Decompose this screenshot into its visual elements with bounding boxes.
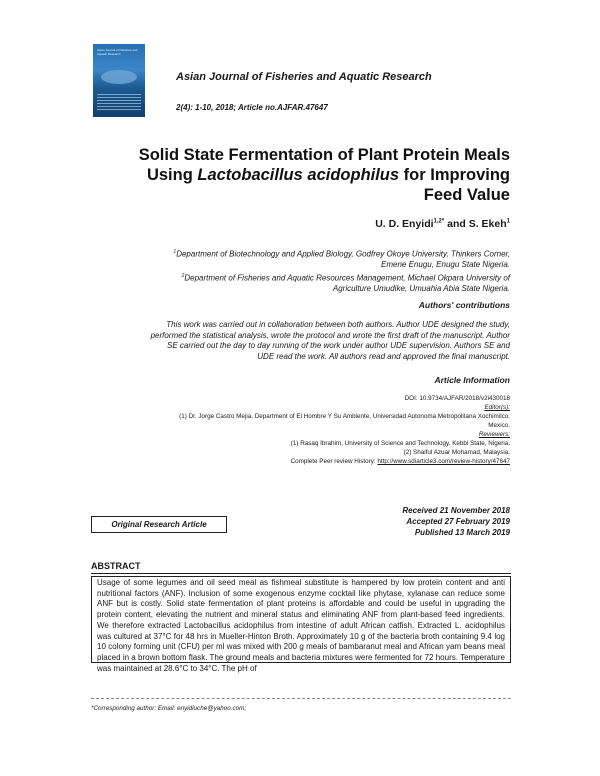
species-name: Lactobacillus acidophilus — [197, 166, 400, 184]
publication-dates — [300, 505, 510, 538]
affiliation-marker: 2 — [181, 272, 185, 279]
abstract-text: Usage of some legumes and oil seed meal as fishmeal substitute is hampered by low protein content and anti nutritional factors (ANF). Inclusion of some exogenous enzyme cocktail like phytase, xylanase can reduce some ANF but is costly. Solid state fermentation of plant proteins is affordable and could be useful in upgrading the protein content, elevating the nutrient and mineral status and eliminating ANF from plant-based feed ingredients. We therefore extracted Lactobacillus acidophilus from intestine of adult African catfish. Extracted L. acidophilus was cultured at 37°C for 48 hrs in Mueller-Hinton Broth. Approximately 10 g of the bacteria broth containing 9.4 log 10 colony forming unit (CFU) per ml was mixed with 200 g meals of bambaranut meal and African yam beans meal placed in a brown bottom flask. The ground meals and bacteria mixtures were fermented for 72 hours. Temperature was maintained at 28.6°C to 34°C. The pH of — [97, 578, 505, 673]
received-date: Received 21 November 2018 — [402, 506, 510, 515]
corresponding-author-footnote: *Corresponding author: Email: enyidiuche@yahoo.com; — [91, 705, 247, 712]
published-date: Published 13 March 2019 — [414, 528, 510, 537]
history-label: Complete Peer review History: — [290, 458, 378, 465]
editor-1: (1) Dr. Jorge Castro Mejia, Department of El Hombre Y Su Ambiente, Universidad Autonoma Metropolitana Xochimilco. — [179, 413, 510, 420]
cover-fish-graphic — [101, 70, 137, 84]
affiliation-2 — [100, 271, 510, 284]
affiliation-text: Department of Biotechnology and Applied Biology, Godfrey Okoye University, Thinkers Corner, — [176, 249, 510, 259]
article-info — [100, 394, 510, 466]
cover-text-lines — [97, 94, 141, 112]
abstract-rule — [91, 573, 511, 574]
article-info-heading: Article Information — [434, 375, 510, 385]
contributions-line: UDE read the work. All authors read and approved the final manuscript. — [257, 351, 510, 361]
history-link[interactable]: http://www.sdiarticle3.com/review-history/47647 — [377, 458, 510, 465]
editor-1-cont: Mexico. — [488, 422, 510, 429]
author-2-affil: 1 — [506, 218, 510, 225]
paper-title — [100, 145, 510, 205]
editor-label: Editor(s): — [484, 404, 510, 411]
cover-title: Asian Journal of Fisheries and Aquatic Research — [97, 48, 138, 56]
reviewers-label: Reviewers: — [478, 431, 510, 438]
affiliation-1 — [100, 247, 510, 260]
footnote-divider — [91, 698, 511, 699]
abstract-box — [91, 576, 511, 673]
author-1: U. D. Enyidi — [375, 218, 434, 230]
affiliation-2-cont: Agriculture Umudike, Umuahia Abia State Nigeria. — [332, 283, 510, 293]
author-1-affil: 1,2* — [433, 218, 445, 225]
affiliations — [100, 247, 510, 294]
accepted-date: Accepted 27 February 2019 — [406, 517, 510, 526]
doi: DOI: 10.9734/AJFAR/2018/v2i430018 — [404, 395, 510, 402]
reviewer-2: (2) Shaiful Azuar Mohamad, Malaysia. — [403, 449, 510, 456]
contributions-heading: Authors' contributions — [418, 300, 510, 310]
article-type-badge: Original Research Article — [91, 516, 227, 533]
author-2: and S. Ekeh — [444, 218, 507, 230]
affiliation-text: Department of Fisheries and Aquatic Resources Management, Michael Okpara University of — [184, 273, 510, 283]
reviewer-1: (1) Rasaq Ibrahim, University of Science and Technology, Kebbi State, Nigeria. — [290, 440, 510, 447]
contributions-text — [100, 320, 510, 362]
title-line-1: Solid State Fermentation of Plant Protein Meals — [138, 146, 510, 164]
title-line-2 — [100, 165, 510, 185]
journal-name: Asian Journal of Fisheries and Aquatic Research — [176, 71, 432, 83]
affiliation-1-cont: Emene Enugu, Enugu State Nigeria. — [381, 260, 510, 270]
title-line-3: Feed Value — [423, 186, 510, 204]
title-text: Using — [146, 166, 198, 184]
contributions-line: SE carried out the day to day running of the work under author UDE supervision. Authors SE and — [166, 341, 510, 350]
title-text: for Improving — [399, 166, 510, 184]
contributions-line: This work was carried out in collaboration between both authors. Author UDE designed the study, — [166, 320, 510, 329]
abstract-heading: ABSTRACT — [91, 561, 141, 571]
affiliation-marker: 1 — [173, 249, 177, 255]
peer-review-history — [100, 457, 510, 466]
author-list — [100, 218, 510, 230]
journal-citation: 2(4): 1-10, 2018; Article no.AJFAR.47647 — [176, 103, 328, 112]
contributions-line: performed the statistical analysis, wrote the protocol and wrote the first draft of the manuscript. Author — [150, 330, 510, 340]
journal-cover-image — [93, 44, 145, 117]
